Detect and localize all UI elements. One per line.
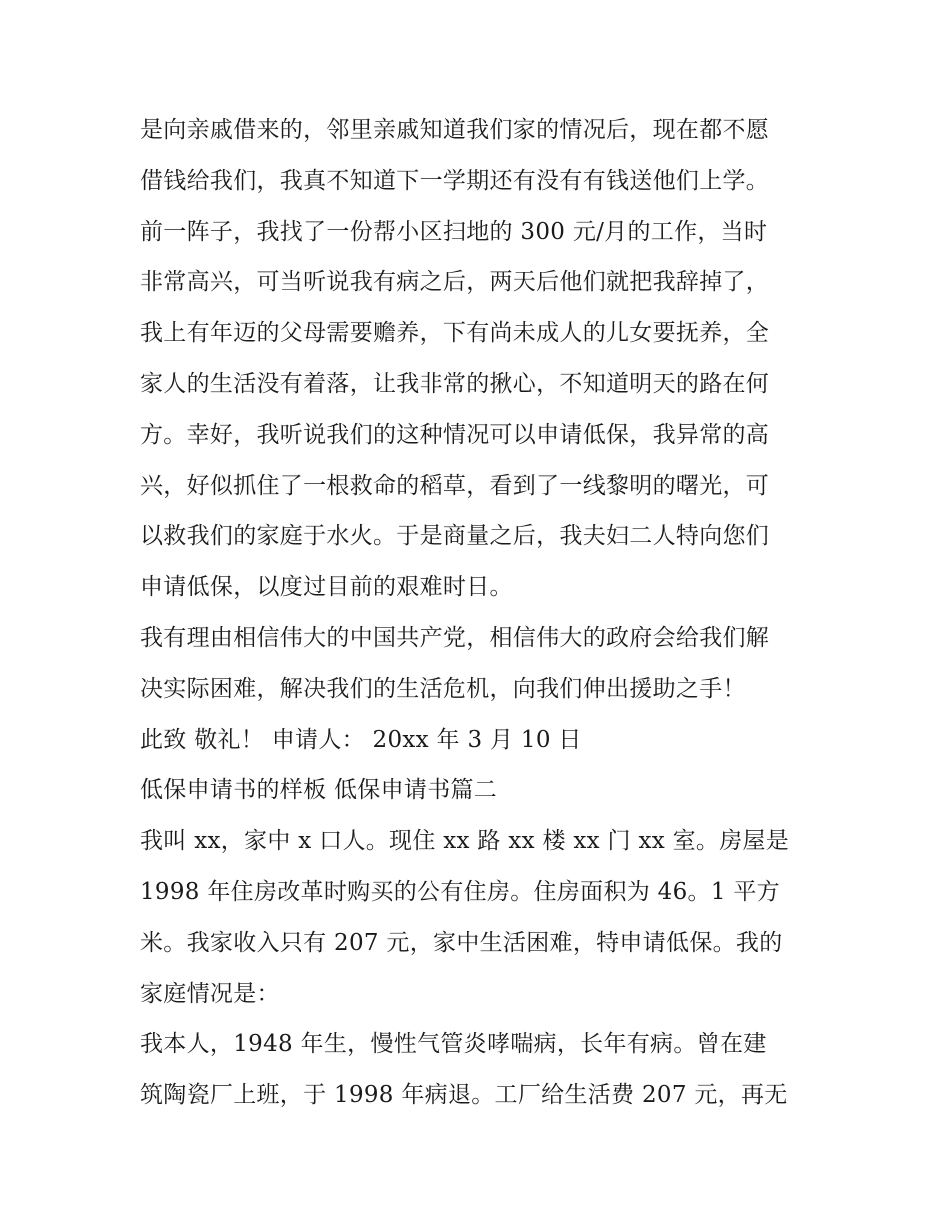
text-line: 申请低保，以度过目前的艰难时日。: [140, 574, 513, 601]
text-line: 前一阵子，我找了一份帮小区扫地的 300 元/月的工作，当时: [140, 218, 768, 245]
text-line: 米。我家收入只有 207 元，家中生活困难，特申请低保。我的: [140, 929, 783, 956]
text-line: 我上有年迈的父母需要赡养，下有尚未成人的儿女要抚养，全: [140, 320, 770, 347]
text-line: 以救我们的家庭于水火。于是商量之后，我夫妇二人特向您们: [140, 523, 770, 550]
text-line: 我本人，1948 年生，慢性气管炎哮喘病，长年有病。曾在建: [140, 1031, 767, 1058]
text-line: 家庭情况是：: [140, 980, 280, 1007]
section-heading: 低保申请书的样板 低保申请书篇二: [140, 777, 498, 804]
text-line: 家人的生活没有着落，让我非常的揪心，不知道明天的路在何: [140, 370, 770, 397]
closing-signature-line: 此致 敬礼！ 申请人： 20xx 年 3 月 10 日: [140, 726, 582, 753]
text-line: 筑陶瓷厂上班，于 1998 年病退。工厂给生活费 207 元，再无: [140, 1082, 788, 1109]
text-line: 决实际困难，解决我们的生活危机，向我们伸出援助之手！: [140, 675, 746, 702]
text-line: 是向亲戚借来的，邻里亲戚知道我们家的情况后，现在都不愿: [140, 117, 770, 143]
text-line: 方。幸好，我听说我们的这种情况可以申请低保，我异常的高: [140, 421, 770, 448]
document-body: [140, 105, 820, 1121]
text-line: 1998 年住房改革时购买的公有住房。住房面积为 46。1 平方: [140, 878, 780, 905]
text-line: 我有理由相信伟大的中国共产党，相信伟大的政府会给我们解: [140, 624, 770, 651]
text-line: 非常高兴，可当听说我有病之后，两天后他们就把我辞掉了，: [140, 269, 770, 296]
text-line: 借钱给我们，我真不知道下一学期还有没有有钱送他们上学。: [140, 167, 770, 194]
text-line: 兴，好似抓住了一根救命的稻草，看到了一线黎明的曙光，可: [140, 472, 770, 499]
text-line: 我叫 xx，家中 x 口人。现住 xx 路 xx 楼 xx 门 xx 室。房屋是: [140, 828, 790, 855]
